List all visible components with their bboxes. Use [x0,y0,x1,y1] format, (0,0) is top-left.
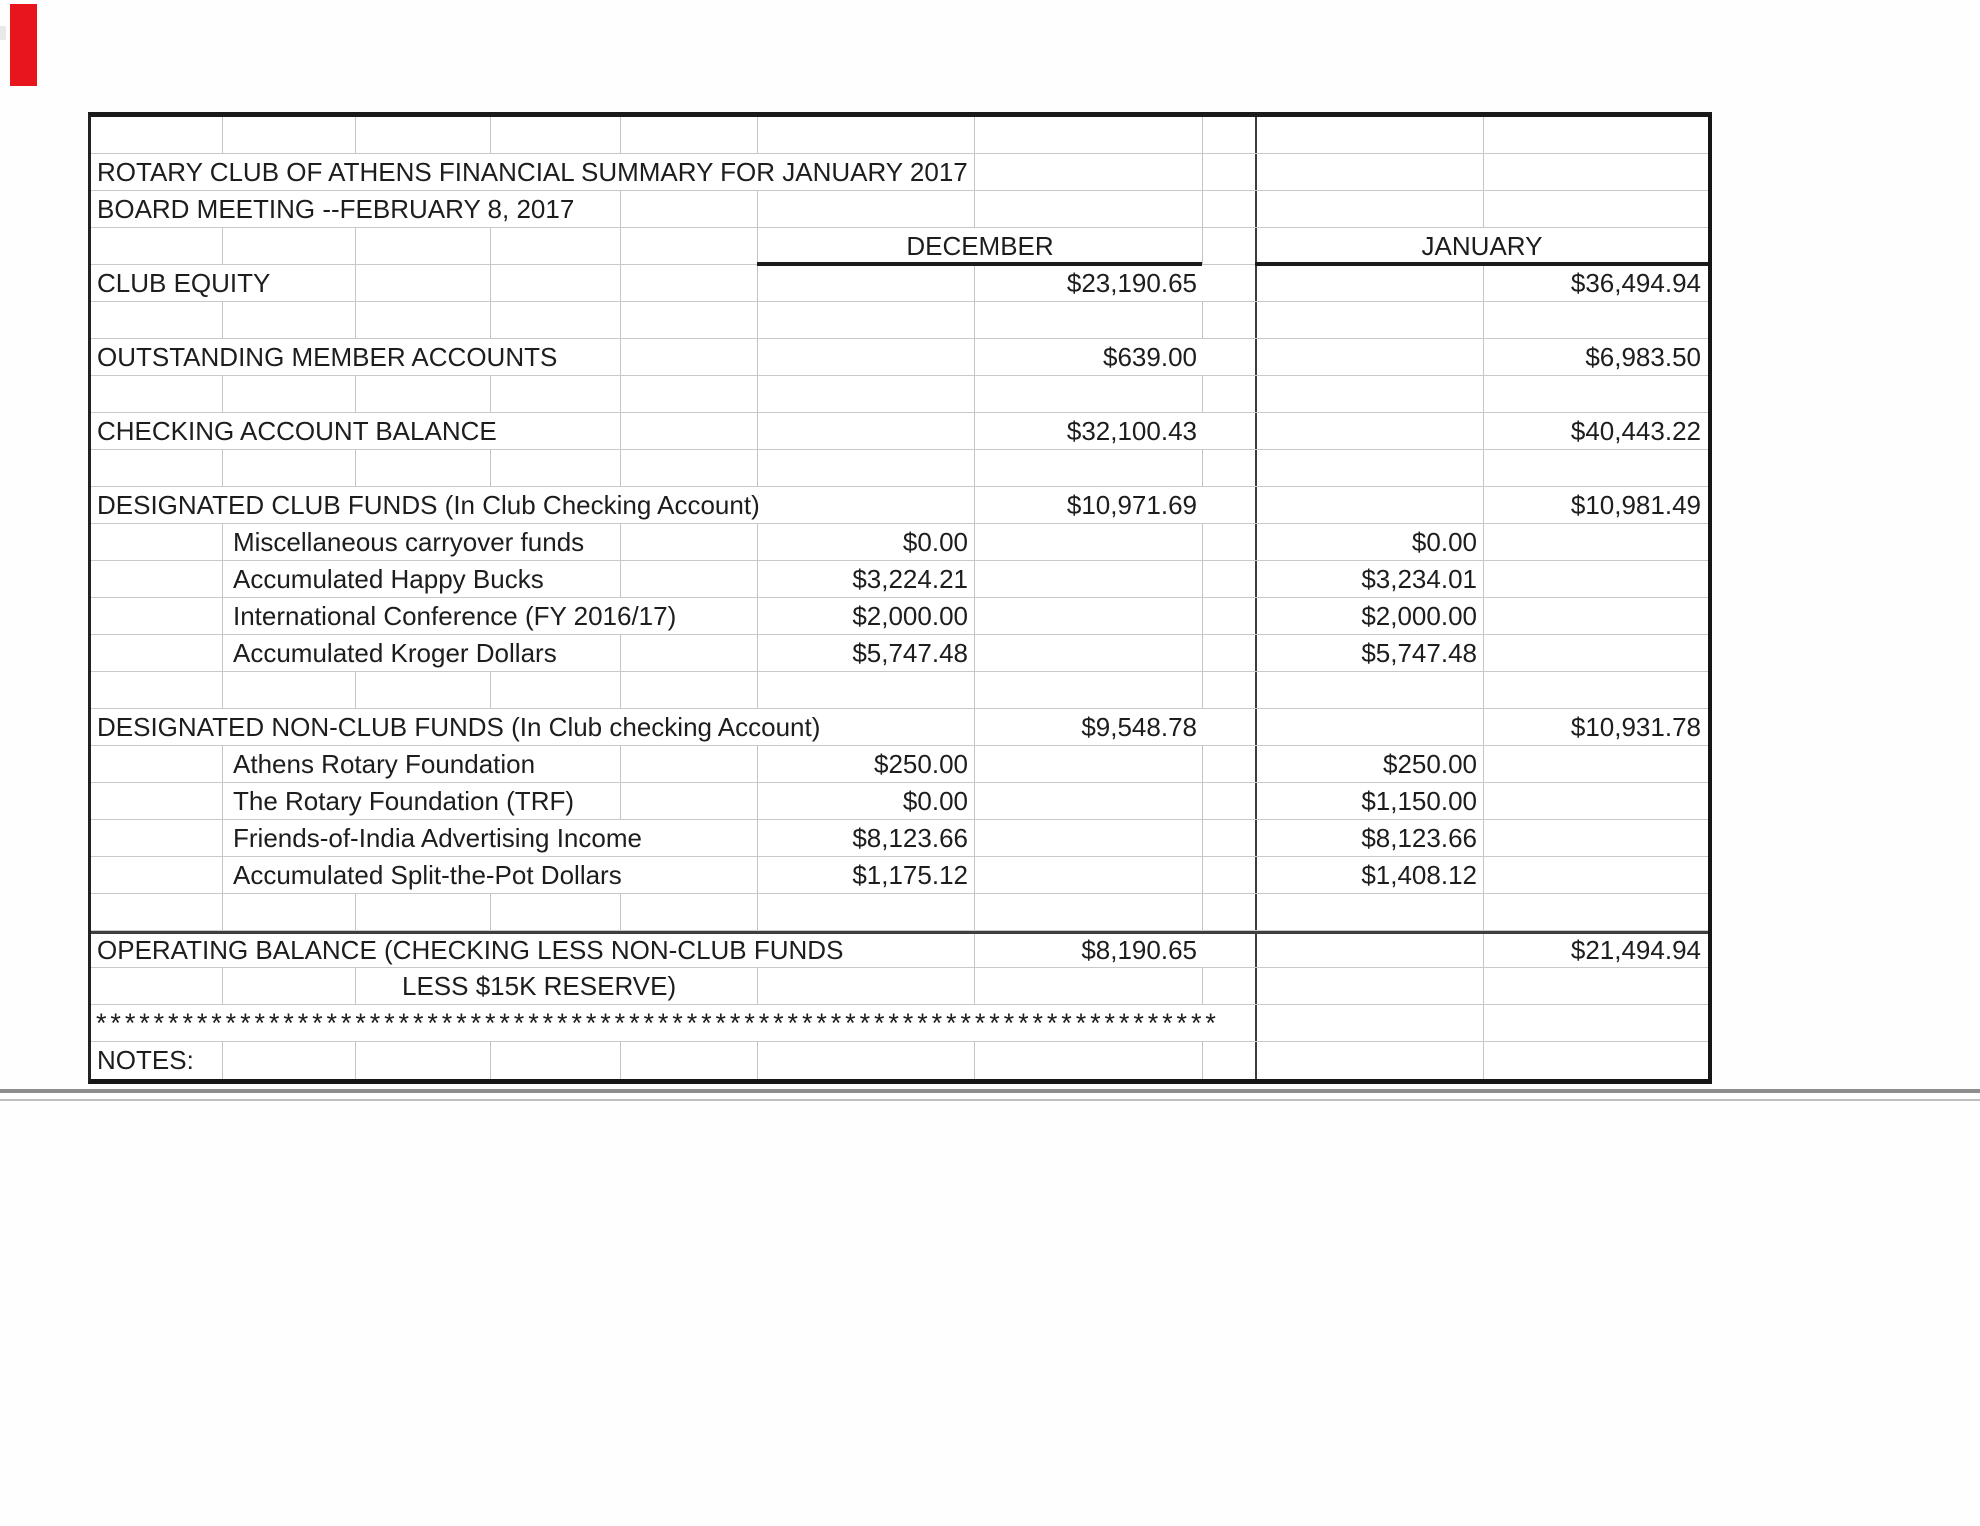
table-row [91,1042,1708,1079]
row-label: The Rotary Foundation (TRF) [227,783,580,819]
december-value: $1,175.12 [846,857,974,893]
january-value: $10,981.49 [1565,487,1707,523]
table-row-title [91,154,1708,191]
table-row-blank [91,450,1708,487]
december-value: $8,123.66 [846,820,974,856]
january-value: $6,983.50 [1579,339,1707,375]
december-value: $9,548.78 [1075,709,1203,745]
december-value: $0.00 [897,783,974,819]
page-separator-line-light [0,1099,1980,1101]
notes-label: NOTES: [91,1042,200,1079]
table-row [91,1005,1708,1042]
scan-smudge [0,26,6,40]
row-label: CHECKING ACCOUNT BALANCE [91,413,503,449]
january-value: $10,931.78 [1565,709,1707,745]
table-row [91,931,1708,968]
table-row [91,487,1708,524]
december-value: $8,190.65 [1075,934,1203,967]
column-header-row [91,228,1708,265]
red-scan-mark [10,4,37,86]
january-value: $3,234.01 [1355,561,1483,597]
january-value: $8,123.66 [1355,820,1483,856]
row-label: CLUB EQUITY [91,265,276,301]
december-value: $250.00 [868,746,974,782]
table-row [91,524,1708,561]
december-value: $0.00 [897,524,974,560]
table-row [91,598,1708,635]
january-value: $2,000.00 [1355,598,1483,634]
january-value: $1,150.00 [1355,783,1483,819]
january-value: $36,494.94 [1565,265,1707,301]
december-value: $23,190.65 [1061,265,1203,301]
table-row [91,746,1708,783]
table-row-blank [91,672,1708,709]
table-row [91,968,1708,1005]
document-title: ROTARY CLUB OF ATHENS FINANCIAL SUMMARY FOR JANUARY 2017 [91,154,974,190]
column-header-december: DECEMBER [896,228,1063,264]
asterisk-separator: ****************************************************************************** [92,1005,1224,1041]
row-label: DESIGNATED CLUB FUNDS (In Club Checking Account) [91,487,766,523]
december-value: $5,747.48 [846,635,974,671]
row-label: Friends-of-India Advertising Income [227,820,648,856]
page-separator-line-dark [0,1089,1980,1093]
financial-summary-sheet [88,112,1712,1084]
january-value: $1,408.12 [1355,857,1483,893]
table-row [91,635,1708,672]
row-label: Accumulated Kroger Dollars [227,635,563,671]
row-label: Athens Rotary Foundation [227,746,541,782]
table-row [91,709,1708,746]
row-label: Accumulated Happy Bucks [227,561,550,597]
table-row-blank [91,302,1708,339]
row-label: International Conference (FY 2016/17) [227,598,682,634]
december-underline [757,262,1202,266]
december-value: $32,100.43 [1061,413,1203,449]
table-row [91,561,1708,598]
table-row [91,265,1708,302]
january-underline [1255,262,1708,266]
table-row-blank [91,117,1708,154]
january-value: $250.00 [1377,746,1483,782]
table-row [91,857,1708,894]
table-row-blank [91,376,1708,413]
table-row [91,820,1708,857]
january-value: $21,494.94 [1565,934,1707,967]
row-label: OUTSTANDING MEMBER ACCOUNTS [91,339,563,375]
sheet-rows [91,265,1708,1079]
january-value: $40,443.22 [1565,413,1707,449]
row-label: Miscellaneous carryover funds [227,524,590,560]
sheet-rows-wrapper [91,117,1708,1079]
row-label: Accumulated Split-the-Pot Dollars [227,857,628,893]
table-row-subtitle [91,191,1708,228]
table-row [91,783,1708,820]
row-label: LESS $15K RESERVE) [396,968,682,1004]
row-label: DESIGNATED NON-CLUB FUNDS (In Club checking Account) [91,709,826,745]
row-label: OPERATING BALANCE (CHECKING LESS NON-CLUB FUNDS [91,934,849,967]
december-value: $10,971.69 [1061,487,1203,523]
table-row-blank [91,894,1708,931]
january-value: $0.00 [1406,524,1483,560]
january-value: $5,747.48 [1355,635,1483,671]
december-value: $3,224.21 [846,561,974,597]
table-row [91,413,1708,450]
table-row [91,339,1708,376]
december-value: $639.00 [1097,339,1203,375]
spreadsheet-grid [91,117,1708,1079]
column-header-january: JANUARY [1412,228,1553,264]
document-subtitle: BOARD MEETING --FEBRUARY 8, 2017 [91,191,580,227]
december-value: $2,000.00 [846,598,974,634]
